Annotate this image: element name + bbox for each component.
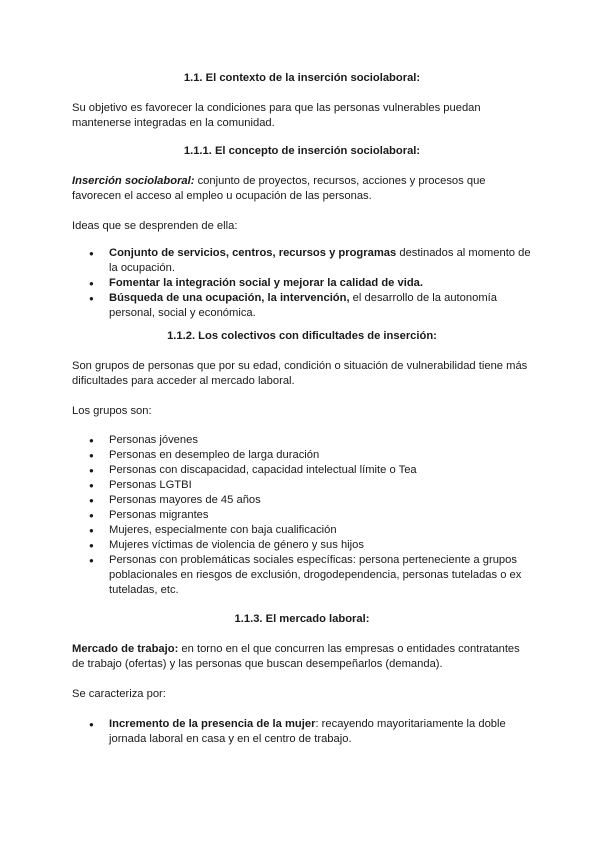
list-item-bold: Búsqueda de una ocupación, la intervención, (109, 292, 350, 304)
list-item: ● Personas con problemáticas sociales específicas: persona perteneciente a grupos poblacionales en riesgos de exclusión, drogodependencia, personas tuteladas o ex tuteladas, etc. (109, 553, 532, 598)
ideas-intro: Ideas que se desprenden de ella: (72, 220, 238, 232)
definition-text: conjunto de proyectos, recursos, acciones y procesos que favorecen el acceso al empleo u ocupación de las personas. (72, 175, 486, 202)
list-item-bold: Incremento de la presencia de la mujer (109, 718, 316, 730)
list-item (109, 276, 532, 291)
page-content (72, 71, 532, 747)
list-item-bold: Conjunto de servicios, centros, recursos y programas (109, 247, 397, 259)
paragraph-colectivos: Son grupos de personas que por su edad, condición o situación de vulnerabilidad tiene más dificultades para acceder al mercado laboral. (72, 360, 528, 387)
list-item: ● Mujeres víctimas de violencia de género y sus hijos (109, 538, 532, 553)
list-item-text: destinados al momento de la ocupación. (109, 247, 531, 274)
section-heading-1-1-1: 1.1.1. El concepto de inserción sociolaboral: (183, 145, 421, 157)
ideas-list (72, 246, 532, 321)
groups-list (72, 433, 532, 598)
list-item (109, 291, 532, 321)
list-item: ● Personas migrantes (109, 508, 532, 523)
section-heading-1-1: 1.1. El contexto de la inserción sociolaboral: (183, 72, 421, 84)
list-item-text: el desarrollo de la autonomía personal, social y económica. (109, 292, 497, 319)
definition-term: Mercado de trabajo: (72, 643, 179, 655)
paragraph-objective: Su objetivo es favorecer la condiciones para que las personas vulnerables puedan mantenerse integradas en la comunidad. (72, 102, 481, 129)
list-item: ● Personas mayores de 45 años (109, 493, 532, 508)
list-item: ● Mujeres, especialmente con baja cualificación (109, 523, 532, 538)
definition-mercado (72, 642, 532, 672)
list-item-text: : recayendo mayoritariamente la doble jornada laboral en casa y en el centro de trabajo. (109, 718, 506, 745)
characteristics-list (72, 717, 532, 747)
list-item-bold: Fomentar la integración social y mejorar la calidad de vida. (109, 277, 423, 289)
definition-term: Inserción sociolaboral: (72, 175, 195, 187)
section-heading-1-1-2: 1.1.2. Los colectivos con dificultades de inserción: (167, 330, 437, 342)
definition-insercion (72, 174, 532, 204)
list-item (109, 246, 532, 276)
groups-intro: Los grupos son: (72, 405, 152, 417)
list-item: ● Personas jóvenes (109, 433, 532, 448)
characteristics-intro: Se caracteriza por: (72, 688, 166, 700)
definition-text: en torno en el que concurren las empresas o entidades contratantes de trabajo (ofertas) y las personas que buscan desempeñarlos (demanda). (72, 643, 520, 670)
list-item: ● Personas con discapacidad, capacidad intelectual límite o Tea (109, 463, 532, 478)
list-item: ● Personas en desempleo de larga duración (109, 448, 532, 463)
section-heading-1-1-3: 1.1.3. El mercado laboral: (234, 613, 370, 625)
list-item: ● Personas LGTBI (109, 478, 532, 493)
list-item (109, 717, 532, 747)
